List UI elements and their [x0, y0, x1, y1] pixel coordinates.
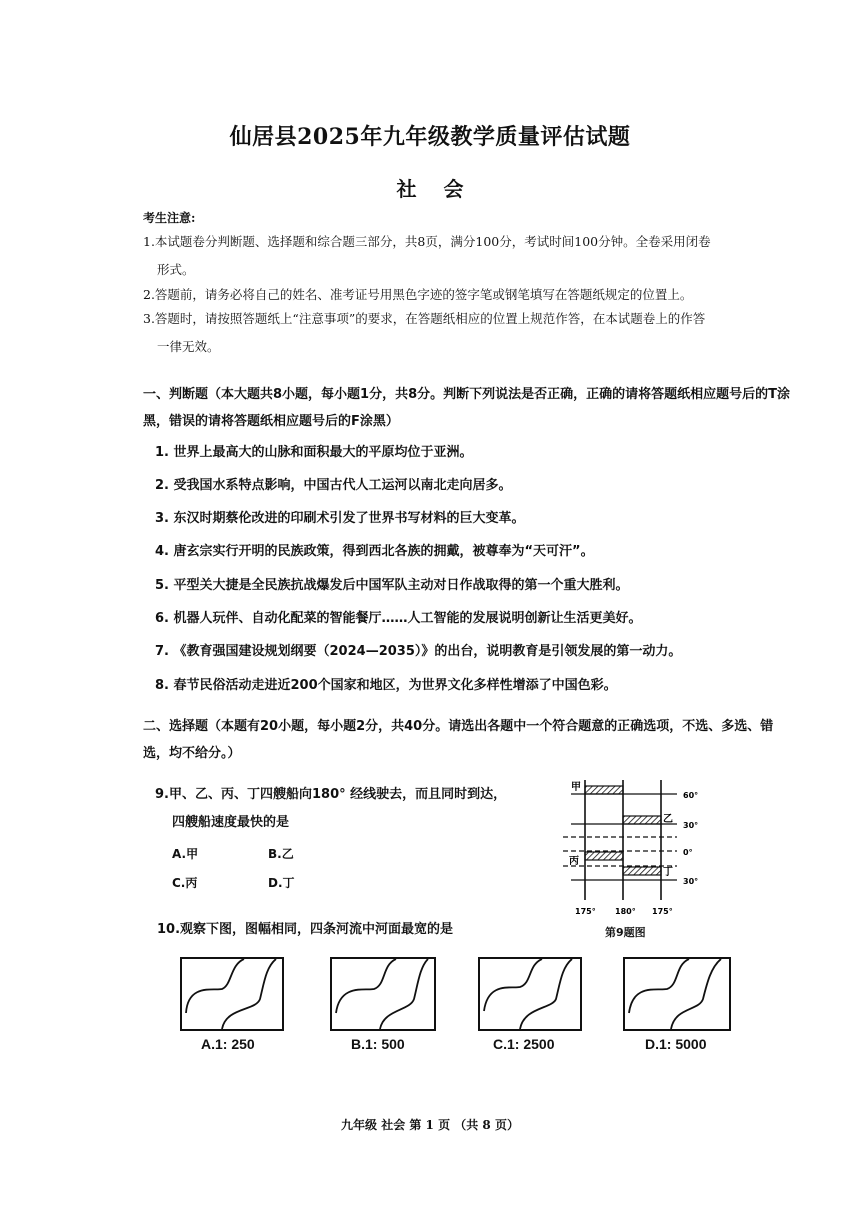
q9-stem-line-2: 四艘船速度最快的是: [172, 815, 290, 830]
map-a: [180, 957, 284, 1031]
label-jia: 甲: [571, 782, 581, 793]
judge-item-4: 4. 唐玄宗实行开明的民族政策，得到西北各族的拥戴，被尊奉为“天可汗”。: [155, 544, 594, 559]
ship-ding: [623, 867, 661, 875]
judge-item-7: 7. 《教育强国建设规划纲要（2024—2035）》的出台，说明教育是引领发展的第一动力。: [155, 644, 682, 659]
label-bing: 丙: [569, 856, 579, 867]
note-1-line-2: 形式。: [157, 262, 195, 277]
notes-heading: 考生注意:: [143, 211, 196, 225]
q10-option-b: B.1: 500: [351, 1036, 405, 1052]
label-ding: 丁: [663, 867, 673, 878]
q10-option-c: C.1: 2500: [493, 1036, 555, 1052]
judge-item-2: 2. 受我国水系特点影响，中国古代人工运河以南北走向居多。: [155, 478, 512, 493]
q9-option-c: C.丙: [172, 876, 198, 890]
q10-option-a: A.1: 250: [201, 1036, 255, 1052]
map-b-left-bank: [336, 959, 396, 1013]
q9-option-a: A.甲: [172, 847, 199, 861]
lat-label-0: 0°: [683, 848, 693, 857]
q9-stem-line-1: 9.甲、乙、丙、丁四艘船向180° 经线驶去，而且同时到达，: [155, 787, 507, 802]
map-a-left-bank: [186, 959, 244, 1013]
q9-figure-caption: 第9题图: [605, 926, 646, 939]
q9-option-b: B.乙: [268, 847, 294, 861]
map-c: [478, 957, 582, 1031]
map-c-right-bank: [520, 959, 572, 1029]
q9-figure: [555, 772, 715, 922]
subject-title: [0, 173, 860, 202]
subject-label: 社 会: [396, 177, 474, 201]
note-1-line-1: 1.本试题卷分判断题、选择题和综合题三部分，共8页，满分100分，考试时间100分钟。全卷采用闭卷: [143, 234, 711, 249]
ship-yi: [623, 816, 661, 824]
map-c-left-bank: [484, 959, 542, 1011]
lat-label-60: 60°: [683, 791, 699, 800]
note-item-1: [143, 228, 793, 284]
note-item-3: [143, 305, 793, 361]
note-3-line-1: 3.答题时，请按照答题纸上“注意事项”的要求，在答题纸相应的位置上规范作答，在本试题卷上的作答: [143, 311, 706, 326]
judge-item-3: 3. 东汉时期蔡伦改进的印刷术引发了世界书写材料的巨大变革。: [155, 511, 525, 526]
lat-label-30s: 30°: [683, 877, 699, 886]
q9-option-d: D.丁: [268, 876, 295, 890]
map-d: [623, 957, 731, 1031]
lon-label-175-left: 175°: [575, 907, 596, 916]
judge-item-6: 6. 机器人玩伴、自动化配菜的智能餐厅……人工智能的发展说明创新让生活更美好。: [155, 611, 642, 626]
map-d-left-bank: [629, 959, 689, 1013]
note-3-line-2: 一律无效。: [157, 339, 220, 354]
judge-item-1: 1. 世界上最高大的山脉和面积最大的平原均位于亚洲。: [155, 445, 473, 460]
map-b: [330, 957, 436, 1031]
note-2-line-1: 2.答题前，请务必将自己的姓名、准考证号用黑色字迹的签字笔或钢笔填写在答题纸规定的位置上。: [143, 287, 693, 302]
lon-label-175-right: 175°: [652, 907, 673, 916]
section-1-heading: 一、判断题（本大题共8小题，每小题1分，共8分。判断下列说法是否正确，正确的请将答题纸相应题号后的T涂黑，错误的请将答题纸相应题号后的F涂黑）: [143, 387, 791, 429]
judge-item-5: 5. 平型关大捷是全民族抗战爆发后中国军队主动对日作战取得的第一个重大胜利。: [155, 578, 629, 593]
ship-bing: [585, 852, 623, 860]
map-a-right-bank: [222, 959, 276, 1029]
q10-option-d: D.1: 5000: [645, 1036, 707, 1052]
page-footer: 九年级 社会 第 1 页 （共 8 页）: [341, 1118, 519, 1132]
section-2-heading: 二、选择题（本题有20小题，每小题2分，共40分。请选出各题中一个符合题意的正确选项，不选、多选、错选，均不给分。）: [143, 719, 774, 761]
lat-label-30n: 30°: [683, 821, 699, 830]
q10-stem: 10.观察下图，图幅相同，四条河流中河面最宽的是: [157, 922, 454, 937]
lon-label-180: 180°: [615, 907, 636, 916]
judge-item-8: 8. 春节民俗活动走进近200个国家和地区，为世界文化多样性增添了中国色彩。: [155, 678, 617, 693]
ship-jia: [585, 786, 623, 794]
label-yi: 乙: [663, 814, 673, 825]
page-title: 仙居县2025年九年级教学质量评估试题: [229, 124, 631, 150]
